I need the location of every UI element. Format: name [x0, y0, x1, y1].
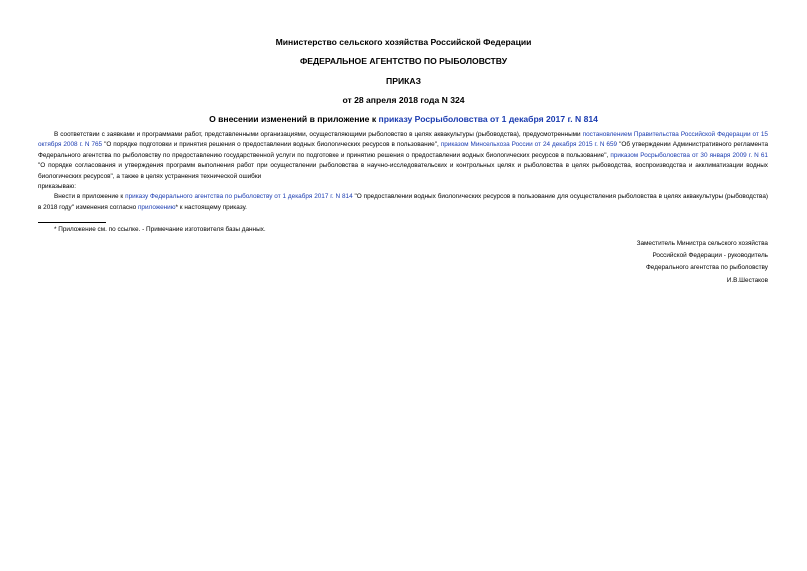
- para1-text-2: "О порядке подготовки и принятия решения о предоставлении водных биологических ресурсов в пользование",: [102, 141, 441, 149]
- para2-text-2: "О предоставлении водных биологических ресурсов в пользование для осуществления рыболовства в целях аквакультуры (рыбоводства) в 2018 году" изменения согласно: [38, 193, 769, 211]
- document-body: [38, 130, 768, 213]
- link-order-814[interactable]: приказу Федерального агентства по рыболовству от 1 декабря 2017 г. N 814: [125, 193, 353, 201]
- doc-subject: [0, 114, 807, 124]
- agency-title: ФЕДЕРАЛЬНОЕ АГЕНТСТВО ПО РЫБОЛОВСТВУ: [299, 56, 508, 66]
- link-minselkhoz-order-659[interactable]: приказом Минсельхоза России от 24 декабря 2015 г. N 659: [440, 141, 618, 149]
- link-rosrybolovstvo-order-61[interactable]: приказом Росрыболовства от 30 января 2009 г. N 61: [610, 151, 768, 159]
- signature-block: [637, 238, 768, 287]
- subject-link[interactable]: приказу Росрыболовства от 1 декабря 2017 г. N 814: [378, 114, 598, 124]
- para1-text-4: "О порядке согласования и утверждения программ выполнения работ при осуществлении рыболовства в научно-исследовательских и контрольных целях и рыболовства в целях рыбоводства, воспроизводства и акклиматизации водных биологических ресурсов", а также в целях устранения технической ошибки: [38, 162, 768, 180]
- signature-line-3: Федерального агентства по рыболовству: [645, 264, 768, 272]
- doc-type: ПРИКАЗ: [386, 76, 421, 86]
- subject-text: О внесении изменений в приложение к: [209, 114, 379, 124]
- para2-text-3: * к настоящему приказу.: [175, 203, 247, 211]
- ministry-title: Министерство сельского хозяйства Российской Федерации: [275, 37, 532, 47]
- doc-date-number: от 28 апреля 2018 года N 324: [342, 95, 465, 105]
- footnote: * Приложение см. по ссылке. - Примечание изготовителя базы данных.: [54, 226, 266, 233]
- signature-line-2: Российской Федерации - руководитель: [652, 252, 768, 260]
- para2-text-1: Внести в приложение к: [54, 193, 126, 201]
- prikazyvayu-line: приказываю:: [38, 183, 76, 191]
- signature-name: И.В.Шестаков: [726, 276, 768, 284]
- link-government-decree-765[interactable]: постановлением Правительства Российской Федерации от 15 октября 2008 г. N 765: [38, 131, 768, 149]
- signature-line-1: Заместитель Министра сельского хозяйства: [636, 240, 768, 247]
- link-appendix[interactable]: приложению: [137, 203, 176, 211]
- paragraph-1: [38, 130, 768, 182]
- footnote-divider: [38, 222, 106, 223]
- paragraph-2: [38, 192, 768, 213]
- para1-text-1: В соответствии с заявками и программами работ, представленными организациями, осуществляющими рыболовство в целях аквакультуры (рыбоводства), предусмотренными: [54, 131, 583, 138]
- para1-text-3: "Об утверждении Административного регламента Федерального агентства по рыболовству по предоставлению государственной услуги по подготовке и принятию решения о предоставлении водных биологических ресурсов в пользование",: [38, 141, 768, 159]
